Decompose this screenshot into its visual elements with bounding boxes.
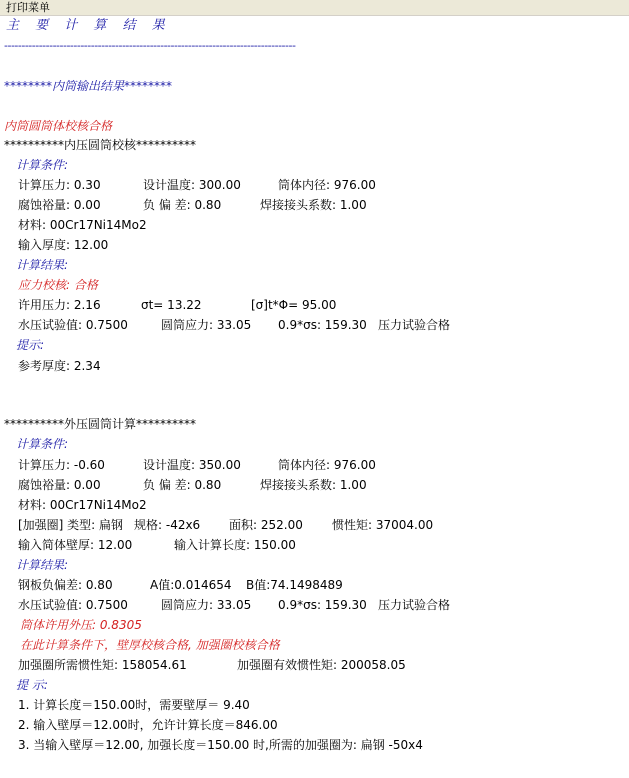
outer-cond-row2	[18, 477, 367, 493]
menu-bar	[0, 0, 629, 16]
ring-inertia-row	[18, 657, 406, 673]
outer-hydro-ok: 压力试验合格	[378, 598, 451, 612]
outer-weld: 焊接接头系数: 1.00	[260, 478, 367, 492]
outer-corrosion: 腐蚀裕量: 0.00	[18, 478, 101, 492]
hint-3: 3. 当输入壁厚＝12.00, 加强长度＝150.00 时,所需的加强圈为: 扁钢 -50x4	[18, 738, 423, 752]
ring-row	[18, 517, 433, 533]
shell-thickness: 输入简体壁厚: 12.00	[18, 538, 133, 552]
sigma-t: σt= 13.22	[141, 298, 202, 312]
stress-ok-status: 应力校核: 合格	[18, 278, 98, 292]
outer-material: 材料: 00Cr17Ni14Mo2	[18, 498, 147, 512]
inner-neg-dev: 负 偏 差: 0.80	[143, 198, 222, 212]
calc-length: 输入计算长度: 150.00	[174, 538, 296, 552]
inner-material: 材料: 00Cr17Ni14Mo2	[18, 218, 147, 232]
menu-print[interactable]: 打印菜单	[6, 1, 50, 14]
inner-check-header: **********内压圆筒校核**********	[4, 138, 197, 152]
outer-sigma-s: 0.9*σs: 159.30	[278, 598, 367, 612]
inner-weld: 焊接接头系数: 1.00	[260, 198, 367, 212]
inner-corrosion: 腐蚀裕量: 0.00	[18, 198, 101, 212]
outer-hydro-row	[18, 597, 450, 613]
inner-cond-label: 计算条件:	[16, 158, 69, 172]
outer-temp: 设计温度: 350.00	[143, 458, 241, 472]
inner-sigma-s: 0.9*σs: 159.30	[278, 318, 367, 332]
ring-type: [加强圈] 类型: 扁钢	[18, 518, 124, 532]
inner-thickness: 输入厚度: 12.00	[18, 238, 109, 252]
inner-ok-status: 内筒圆筒体校核合格	[4, 119, 113, 133]
outer-cond-row1	[18, 457, 376, 473]
plate-neg-dev: 钢板负偏差: 0.80	[18, 578, 113, 592]
inner-cond-row1	[18, 177, 376, 193]
outer-hint-label: 提 示:	[16, 678, 48, 692]
ref-thickness: 参考厚度: 2.34	[18, 359, 101, 373]
inner-hydro-value: 水压试验值: 0.7500	[18, 318, 128, 332]
outer-result-label: 计算结果:	[16, 558, 69, 572]
hint-2: 2. 输入壁厚＝12.00时，允许计算长度＝846.00	[18, 718, 278, 732]
allow-pressure: 许用压力: 2.16	[18, 298, 101, 312]
inner-temp: 设计温度: 300.00	[143, 178, 241, 192]
ring-required-inertia: 加强圈所需惯性矩: 158054.61	[18, 658, 187, 672]
ring-effective-inertia: 加强圈有效惯性矩: 200058.05	[237, 658, 406, 672]
inner-diameter: 筒体内径: 976.00	[278, 178, 376, 192]
inner-pressure: 计算压力: 0.30	[18, 178, 101, 192]
inner-hydro-ok: 压力试验合格	[378, 318, 451, 332]
outer-input-row	[18, 537, 296, 553]
a-value: A值:0.014654	[150, 578, 232, 592]
outer-hoop-stress: 圆筒应力: 33.05	[161, 598, 252, 612]
divider-line: ------------------------------------------------------------------------------------	[4, 39, 296, 52]
ring-area: 面积: 252.00	[229, 518, 303, 532]
inner-hoop-stress: 圆筒应力: 33.05	[161, 318, 252, 332]
outer-neg-dev: 负 偏 差: 0.80	[143, 478, 222, 492]
inner-result-label: 计算结果:	[16, 258, 69, 272]
report-title: 主 要 计 算 结 果	[6, 18, 171, 33]
outer-ok-message: 在此计算条件下，壁厚校核合格, 加强圈校核合格	[20, 638, 280, 652]
inner-output-header: ********内筒输出结果********	[4, 79, 173, 93]
outer-cond-label: 计算条件:	[16, 437, 69, 451]
outer-header: **********外压圆筒计算**********	[4, 417, 197, 431]
inner-hint-label: 提示:	[16, 338, 45, 352]
b-value: B值:74.1498489	[246, 578, 343, 592]
inner-cond-row2	[18, 197, 367, 213]
inner-result-row1	[18, 297, 336, 313]
outer-pressure: 计算压力: -0.60	[18, 458, 105, 472]
outer-diameter: 筒体内径: 976.00	[278, 458, 376, 472]
ring-inertia: 惯性矩: 37004.00	[332, 518, 434, 532]
inner-hydro-row	[18, 317, 450, 333]
outer-hydro-value: 水压试验值: 0.7500	[18, 598, 128, 612]
allow-external-pressure: 筒体许用外压: 0.8305	[20, 618, 142, 632]
hint-1: 1. 计算长度＝150.00时，需要壁厚＝ 9.40	[18, 698, 250, 712]
ring-spec: 规格: -42x6	[134, 518, 201, 532]
outer-result-row1	[18, 577, 343, 593]
sigma-allow: [σ]t*Φ= 95.00	[251, 298, 337, 312]
